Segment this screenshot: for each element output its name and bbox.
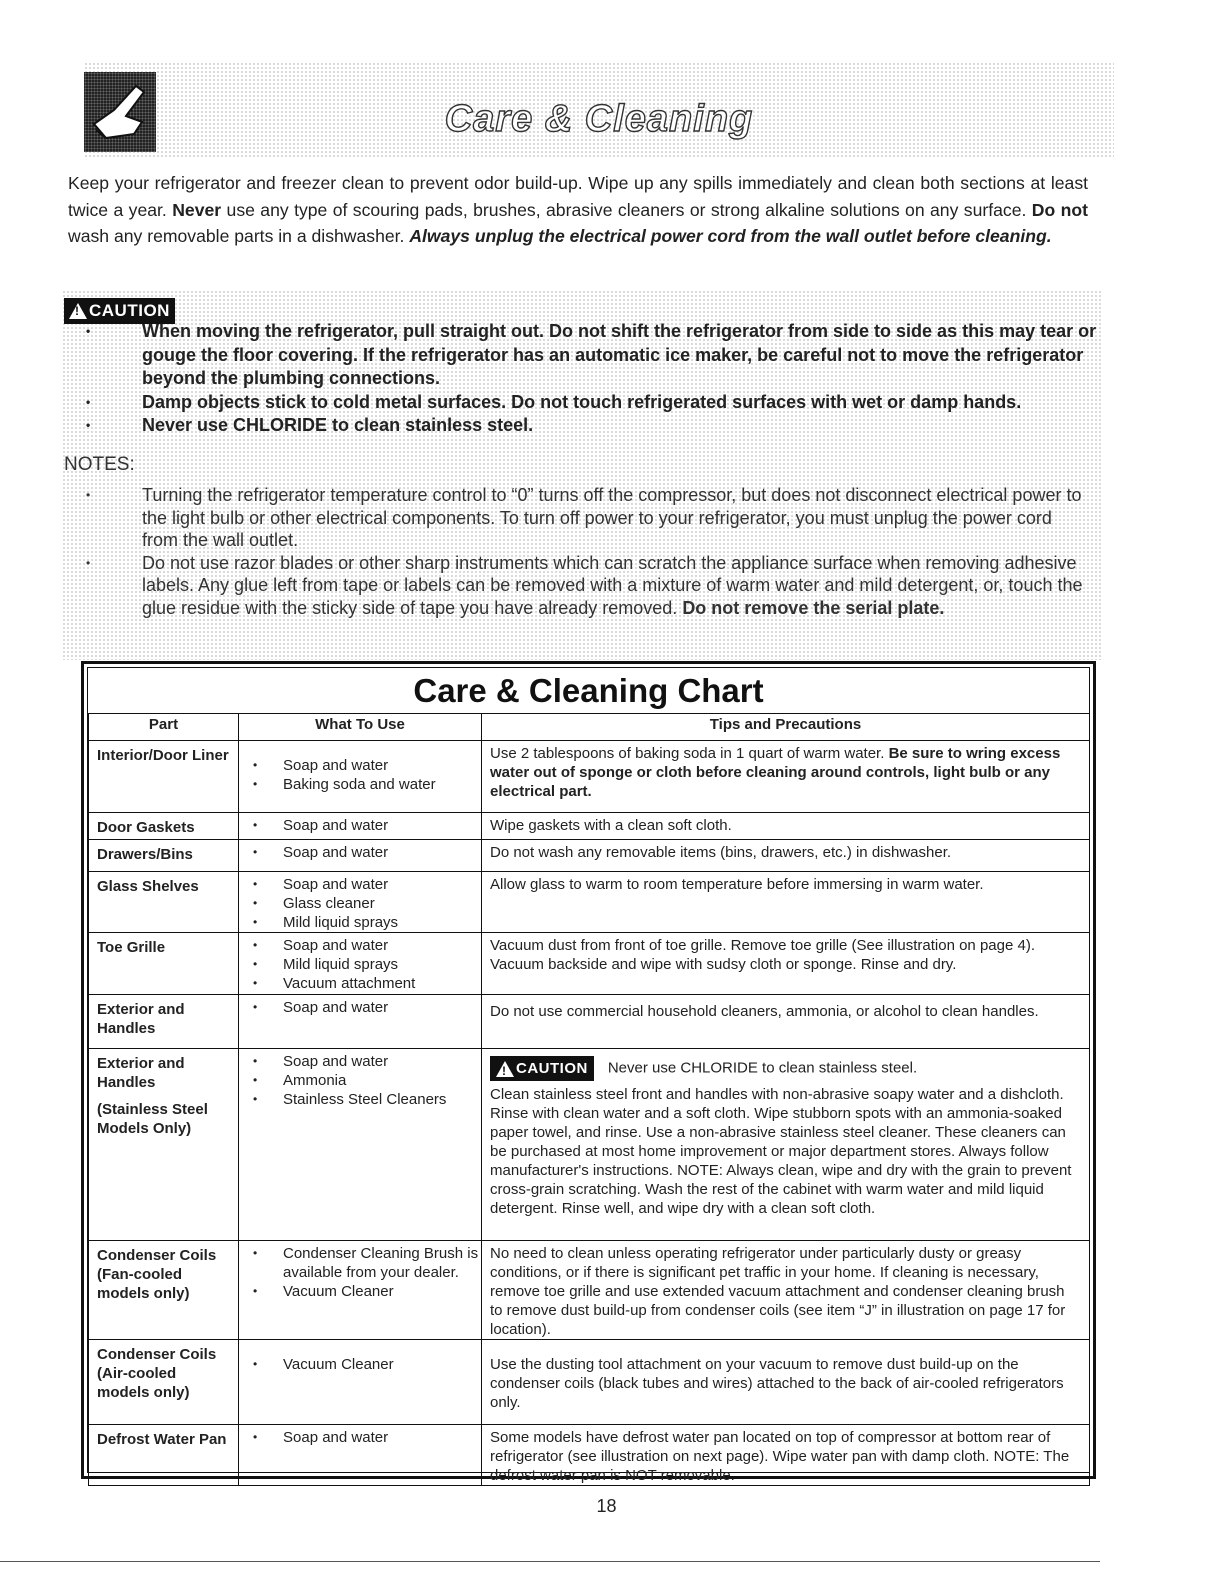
intro-unplug-warning: Always unplug the electrical power cord from the wall outlet before cleaning.	[409, 226, 1052, 246]
tips-cell: Allow glass to warm to room temperature before immersing in warm water.	[482, 872, 1090, 933]
care-cleaning-chart	[81, 661, 1096, 1484]
use-cell	[239, 813, 482, 840]
note-item	[62, 552, 1092, 620]
use-item: • Soap and water	[239, 998, 481, 1017]
tips-cell	[482, 1049, 1090, 1241]
notes-label: NOTES:	[64, 454, 135, 475]
part-cell: Condenser Coils (Fan-cooled models only)	[89, 1241, 239, 1340]
use-item: • Vacuum Cleaner	[239, 1282, 481, 1301]
table-row	[89, 840, 1090, 872]
use-cell	[239, 1049, 482, 1241]
caution-list	[62, 320, 1097, 438]
bottom-divider	[0, 1561, 1100, 1562]
table-row	[89, 741, 1090, 813]
table-header-row	[89, 714, 1090, 741]
use-item: • Soap and water	[239, 816, 481, 835]
table-row	[89, 872, 1090, 933]
intro-do-not: Do not	[1031, 199, 1088, 220]
tips-text: Use the dusting tool attachment on your vacuum to remove dust build-up on the condenser coils (black tubes and wires) attached to the back of air-cooled refrigerators only.	[490, 1356, 1064, 1411]
part-name: Exterior and Handles	[97, 1055, 185, 1091]
table-row	[89, 995, 1090, 1049]
intro-paragraph	[68, 170, 1088, 250]
use-item: • Vacuum Cleaner	[239, 1355, 481, 1374]
tips-cell: Wipe gaskets with a clean soft cloth.	[482, 813, 1090, 840]
use-cell	[239, 933, 482, 995]
caution-badge-label: CAUTION	[89, 301, 170, 320]
table-row	[89, 1340, 1090, 1425]
tips-cell	[482, 1340, 1090, 1425]
caution-item: • Never use CHLORIDE to clean stainless steel.	[62, 414, 1097, 438]
table-row	[89, 1049, 1090, 1241]
tips-text: Do not use commercial household cleaners, ammonia, or alcohol to clean handles.	[490, 1003, 1039, 1020]
part-cell: Glass Shelves	[89, 872, 239, 933]
use-cell	[239, 1425, 482, 1486]
tips-cell: No need to clean unless operating refrigerator under particularly dusty or greasy conditions, or if there is significant pet traffic in your home. If cleaning is necessary, remove toe grille and use extended vacuum attachment and condenser cleaning brush to remove dust build-up from condenser coils (see item “J” in illustration on page 17 for location).	[482, 1241, 1090, 1340]
use-item: • Soap and water	[239, 1052, 481, 1071]
part-cell: Condenser Coils (Air-cooled models only)	[89, 1340, 239, 1425]
use-cell	[239, 1340, 482, 1425]
warning-triangle-icon	[69, 303, 87, 319]
page-title: Care & Cleaning	[444, 98, 754, 140]
caution-badge-label: CAUTION	[516, 1060, 588, 1077]
tips-cell: Some models have defrost water pan located on top of compressor at bottom rear of refrigerator (see illustration on next page). Wipe water pan with damp cloth. NOTE: The defrost water pan is NOT removable.	[482, 1425, 1090, 1486]
table-row	[89, 813, 1090, 840]
use-cell	[239, 872, 482, 933]
part-cell: Drawers/Bins	[89, 840, 239, 872]
use-item: • Mild liquid sprays	[239, 913, 481, 932]
caution-text: Never use CHLORIDE to clean stainless steel.	[607, 1059, 918, 1077]
tips-cell	[482, 741, 1090, 813]
use-cell	[239, 840, 482, 872]
care-table	[88, 713, 1090, 1486]
use-cell	[239, 995, 482, 1049]
use-cell	[239, 1241, 482, 1340]
table-row	[89, 1425, 1090, 1486]
tips-bold-text: Be sure to wring excess water out of sponge or cloth before cleaning around controls, light bulb or any electrical part.	[490, 745, 1061, 800]
part-note: (Stainless Steel Models Only)	[97, 1101, 208, 1137]
intro-text: Keep your refrigerator and freezer clean to prevent odor build-up. Wipe up any spills immediately and clean both sections at least twice a year.	[68, 173, 1088, 220]
note-serial-plate-warning: Do not remove the serial plate.	[682, 597, 945, 618]
caution-notes-block	[62, 290, 1102, 660]
notes-list	[62, 484, 1092, 619]
part-cell: Exterior and Handles	[89, 995, 239, 1049]
part-cell	[89, 1049, 239, 1241]
use-item: • Soap and water	[239, 875, 481, 894]
chart-title: Care & Cleaning Chart	[413, 672, 764, 709]
part-cell: Door Gaskets	[89, 813, 239, 840]
column-header-part: Part	[89, 714, 239, 741]
use-item: • Condenser Cleaning Brush is available from your dealer.	[239, 1244, 481, 1282]
intro-text: wash any removable parts in a dishwasher.	[68, 226, 410, 246]
use-item: • Soap and water	[239, 936, 481, 955]
use-item: • Stainless Steel Cleaners	[239, 1090, 481, 1109]
tips-cell: Vacuum dust from front of toe grille. Remove toe grille (See illustration on page 4). Vacuum backside and wipe with sudsy cloth or sponge. Rinse and dry.	[482, 933, 1090, 995]
row-caution	[490, 1056, 1081, 1081]
tips-text: Use 2 tablespoons of baking soda in 1 quart of warm water.	[490, 745, 889, 762]
use-item: • Mild liquid sprays	[239, 955, 481, 974]
table-row	[89, 1241, 1090, 1340]
column-header-tips: Tips and Precautions	[482, 714, 1090, 741]
tips-cell: Do not wash any removable items (bins, drawers, etc.) in dishwasher.	[482, 840, 1090, 872]
use-item: • Glass cleaner	[239, 894, 481, 913]
intro-never: Never	[172, 199, 222, 220]
use-item: • Soap and water	[239, 1428, 481, 1447]
part-cell: Interior/Door Liner	[89, 741, 239, 813]
note-item: • Turning the refrigerator temperature control to “0” turns off the compressor, but does not disconnect electrical power to the light bulb or other electrical components. To turn off power to your refrigerator, you must unplug the power cord from the wall outlet.	[62, 484, 1092, 552]
note-text: Do not use razor blades or other sharp instruments which can scratch the appliance surface when removing adhesive labels. Any glue left from tape or labels can be removed with a mixture of warm water and mild detergent, or, touch the glue residue with the sticky side of tape you have already removed.	[142, 552, 1083, 618]
use-item: • Baking soda and water	[239, 775, 481, 794]
use-item: • Soap and water	[239, 756, 481, 775]
caution-badge	[490, 1056, 594, 1081]
page-header	[84, 62, 1114, 159]
use-cell	[239, 741, 482, 813]
part-cell: Toe Grille	[89, 933, 239, 995]
part-cell: Defrost Water Pan	[89, 1425, 239, 1486]
caution-item: • Damp objects stick to cold metal surfaces. Do not touch refrigerated surfaces with wet or damp hands.	[62, 391, 1097, 415]
column-header-what-to-use: What To Use	[239, 714, 482, 741]
table-row	[89, 933, 1090, 995]
warning-triangle-icon	[496, 1061, 514, 1077]
tips-cell	[482, 995, 1090, 1049]
use-item: • Soap and water	[239, 843, 481, 862]
page-number: 18	[596, 1496, 617, 1516]
intro-text: use any type of scouring pads, brushes, abrasive cleaners or strong alkaline solutions on any surface.	[221, 199, 1032, 220]
tips-text: Clean stainless steel front and handles with non-abrasive soapy water and a dishcloth. Rinse with clean water and a soft cloth. Wipe stubborn spots with an ammonia-soaked paper towel, and rinse. Use a non-abrasive stainless steel cleaner. These cleaners can be purchased at most home improvement or major department stores. Always follow manufacturer's instructions. NOTE: Always clean, wipe and dry with the grain to prevent cross-grain scratching. Wash the rest of the cabinet with warm water and mild liquid detergent. Rinse well, and wipe dry with a clean soft cloth.	[490, 1086, 1072, 1217]
use-item: • Vacuum attachment	[239, 974, 481, 993]
caution-item: • When moving the refrigerator, pull straight out. Do not shift the refrigerator from side to side as this may tear or gouge the floor covering. If the refrigerator has an automatic ice maker, be careful not to move the refrigerator beyond the plumbing connections.	[62, 320, 1097, 391]
use-item: • Ammonia	[239, 1071, 481, 1090]
